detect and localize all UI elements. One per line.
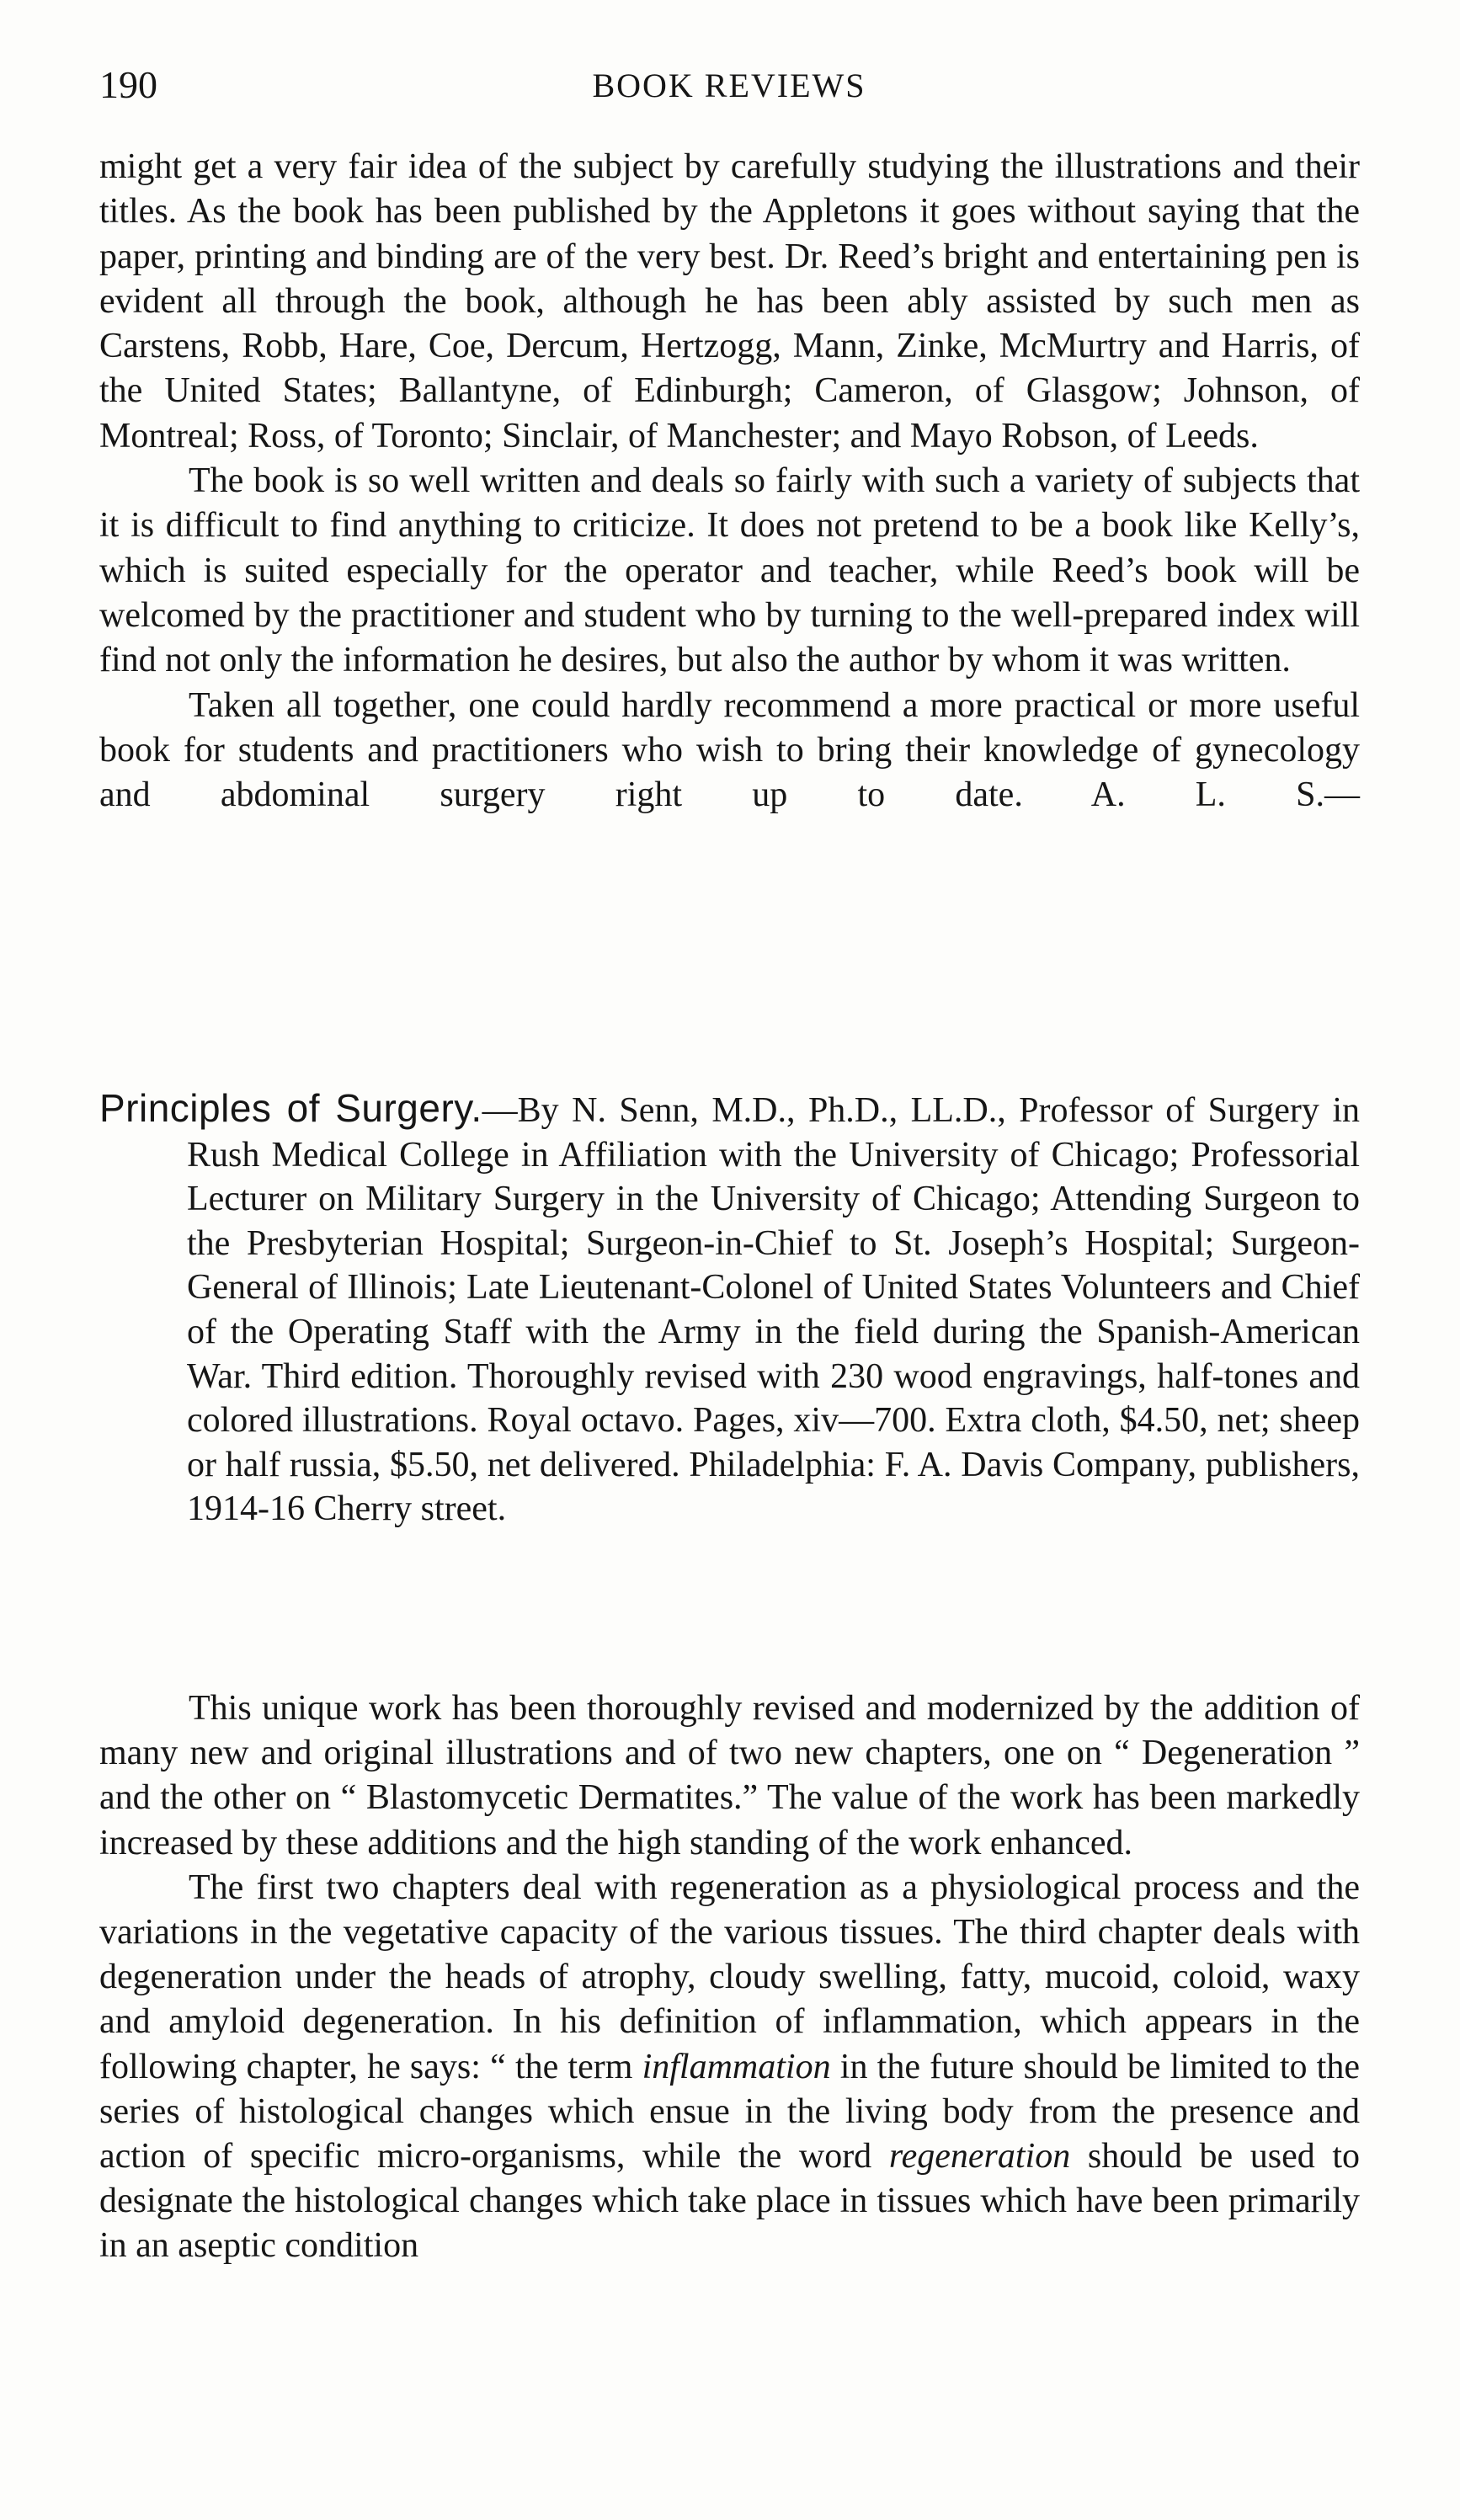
review-paragraph (99, 1866, 1360, 2269)
review-paragraph: might get a very fair idea of the subject by carefully studying the illustrations and their titles. As the book has been published by the Appletons it goes without saying that the paper, printing and binding are of the very best. Dr. Reed’s bright and entertaining pen is evident all through the book, although he has been ably assisted by such men as Carstens, Robb, Hare, Coe, Dercum, Hertzogg, Mann, Zinke, McMurtry and Harris, of the United States; Ballantyne, of Edinburgh; Cameron, of Glasgow; Johnson, of Montreal; Ross, of Toronto; Sinclair, of Manchester; and Mayo Robson, of Leeds. (99, 147, 1360, 456)
review-paragraph: This unique work has been thoroughly revised and modernized by the addition of many new and original illustrations and of two new chapters, one on “ Degeneration ” and the other on “ Blastomycetic Dermatites.” The value of the work has been markedly increased by these additions and the high standing of the work enhanced. (99, 1689, 1360, 1862)
review-text: in the future should be limited to the series of histological changes which ensue in the living body from the presence and action of specific micro-organisms, while the word (99, 2047, 1360, 2176)
book-title: Principles of Surgery. (99, 1086, 482, 1130)
running-title: BOOK REVIEWS (592, 67, 866, 104)
review-paragraph-final (99, 684, 1360, 818)
review-text: The first two chapters deal with regeneration as a physiological process and the variations in the vegetative capacity of the various tissues. The third chapter deals with degeneration under the heads of atrophy, cloudy swelling, fatty, mucoid, coloid, waxy and amyloid degeneration. In his definition of inflammation, which appears in the following chapter, he says: “ the term (99, 1867, 1360, 2086)
page-header (99, 62, 1359, 109)
italic-term: inflammation (642, 2047, 831, 2086)
review-paragraph-text: Taken all together, one could hardly recommend a more practical or more useful book for students and practitioners who wish to bring their knowledge of gynecology and abdominal surgery right up to date. (99, 685, 1360, 815)
page-number: 190 (99, 63, 157, 106)
book-entry (99, 1086, 1360, 1532)
review-text: should be used to designate the histological changes which take place in tissues which have been primarily in an aseptic condition (99, 2137, 1361, 2266)
reviewer-signature: A. L. S.— (1090, 775, 1360, 815)
book-review (99, 1686, 1360, 2269)
review-paragraph: The book is so well written and deals so fairly with such a variety of subjects that it is difficult to find anything to criticize. It does not pretend to be a book like Kelly’s, which is suited especially for the operator and teacher, while Reed’s book will be welcomed by the practitioner and student who by turning to the well-prepared index will find not only the information he desires, but also the author by whom it was written. (99, 461, 1360, 680)
italic-term: regeneration (888, 2137, 1071, 2176)
review-continuation (99, 145, 1360, 818)
book-details: —By N. Senn, M.D., Ph.D., LL.D., Professor of Surgery in Rush Medical College in Affiliation with the University of Chicago; Professorial Lecturer on Military Surgery in the University of Chicago; Attending Surgeon to the Presbyterian Hospital; Surgeon-in-Chief to St. Joseph’s Hospital; Surgeon-General of Illinois; Late Lieutenant-Colonel of United States Volunteers and Chief of the Operating Staff with the Army in the field during the Spanish-American War. Third edition. Thoroughly revised with 230 wood engravings, half-tones and colored illustrations. Royal octavo. Pages, xiv—700. Extra cloth, $4.50, net; sheep or half russia, $5.50, net delivered. Philadelphia: F. A. Davis Company, publishers, 1914-16 Cherry street. (187, 1091, 1361, 1529)
